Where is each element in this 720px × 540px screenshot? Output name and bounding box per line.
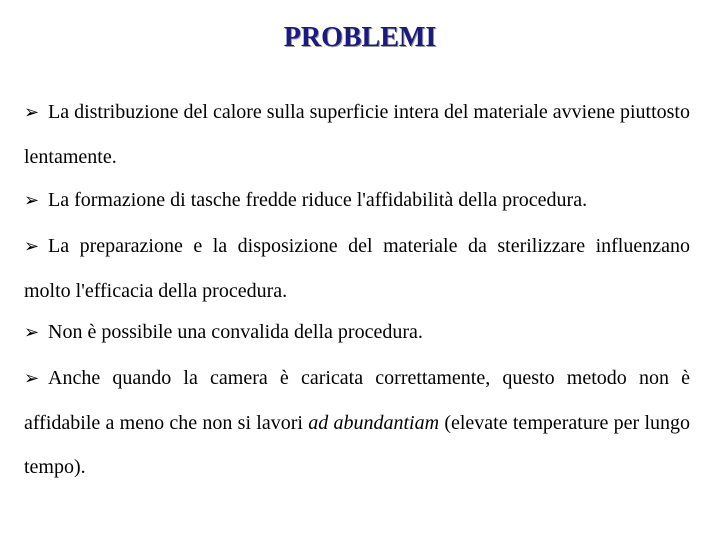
arrow-bullet-icon: ➢ [24,102,40,123]
bullet-item [24,90,690,179]
bullet-text: Non è possibile una convalida della procedura. [48,321,423,343]
bullet-text: Anche quando la camera è caricata correttamente, questo metodo non è affidabile a meno che non si lavori [24,367,690,434]
bullet-item [24,224,690,313]
bullet-text: (elevate temperature per lungo tempo). [24,412,691,478]
bullet-text: La distribuzione del calore sulla superficie intera del materiale avviene piuttosto lentamente. [24,101,690,168]
arrow-bullet-icon: ➢ [24,322,40,343]
arrow-bullet-icon: ➢ [24,368,40,389]
bullet-item [24,178,690,223]
bullet-text: La formazione di tasche fredde riduce l'affidabilità della procedura. [48,189,588,211]
slide-title: PROBLEMI [283,22,437,53]
bullet-item [24,356,690,489]
arrow-bullet-icon: ➢ [24,236,40,257]
bullet-text-italic: ad abundantiam [308,412,440,434]
bullet-item [24,310,690,355]
arrow-bullet-icon: ➢ [24,190,40,211]
bullet-text: La preparazione e la disposizione del materiale da sterilizzare influenzano molto l'efficacia della procedura. [24,235,690,302]
